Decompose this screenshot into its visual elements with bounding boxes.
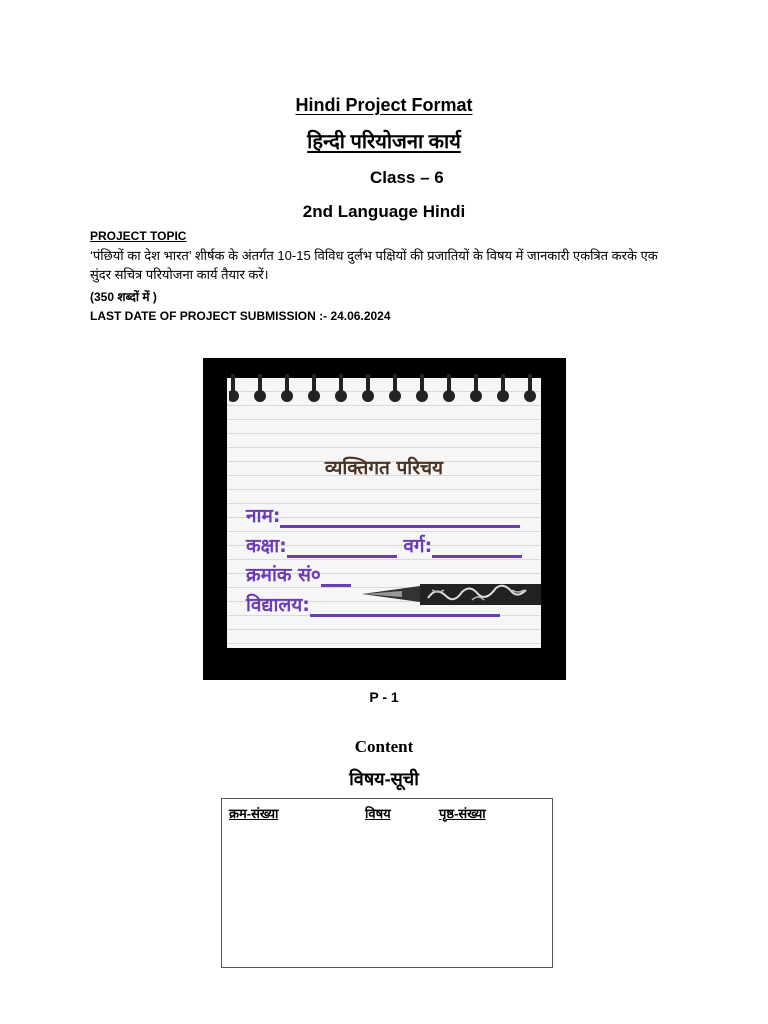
project-topic-label: PROJECT TOPIC (90, 229, 187, 243)
column-serial-number: क्रम-संख्या (229, 806, 279, 821)
card-heading: व्यक्तिगत परिचय (324, 457, 444, 479)
contents-title-hindi: विषय-सूची (349, 769, 419, 789)
document-title-hindi: हिन्दी परियोजना कार्य (307, 131, 461, 153)
last-date: LAST DATE OF PROJECT SUBMISSION :- 24.06.2024 (90, 309, 391, 323)
spiral-binding (229, 374, 543, 404)
word-limit: (350 शब्दों में ) (90, 290, 157, 304)
contents-table (221, 798, 553, 968)
column-page-number: पृष्ठ-संख्या (439, 806, 486, 821)
page-number: P - 1 (369, 689, 399, 705)
field-roll-number: क्रमांक सं० (246, 561, 351, 587)
pen-icon (362, 578, 541, 618)
document-title: Hindi Project Format (295, 95, 473, 115)
field-school: विद्यालय: (246, 591, 500, 617)
project-topic-text: ‘पंछियों का देश भारत’ शीर्षक के अंतर्गत 10-15 विविध दुर्लभ पक्षियों की प्रजातियों के विषय में जानकारी एकत्रित करके एक सुंदर सचित्र परियोजना कार्य तैयार करें। (90, 248, 658, 282)
field-name: नाम: (246, 502, 520, 528)
language-label: 2nd Language Hindi (302, 202, 466, 221)
contents-title: Content (354, 737, 414, 756)
column-subject: विषय (365, 806, 391, 821)
notepad-page (227, 378, 541, 648)
class-label: Class – 6 (370, 168, 444, 187)
cover-image (203, 358, 566, 680)
field-class-section: कक्षा: वर्ग: (246, 532, 522, 558)
